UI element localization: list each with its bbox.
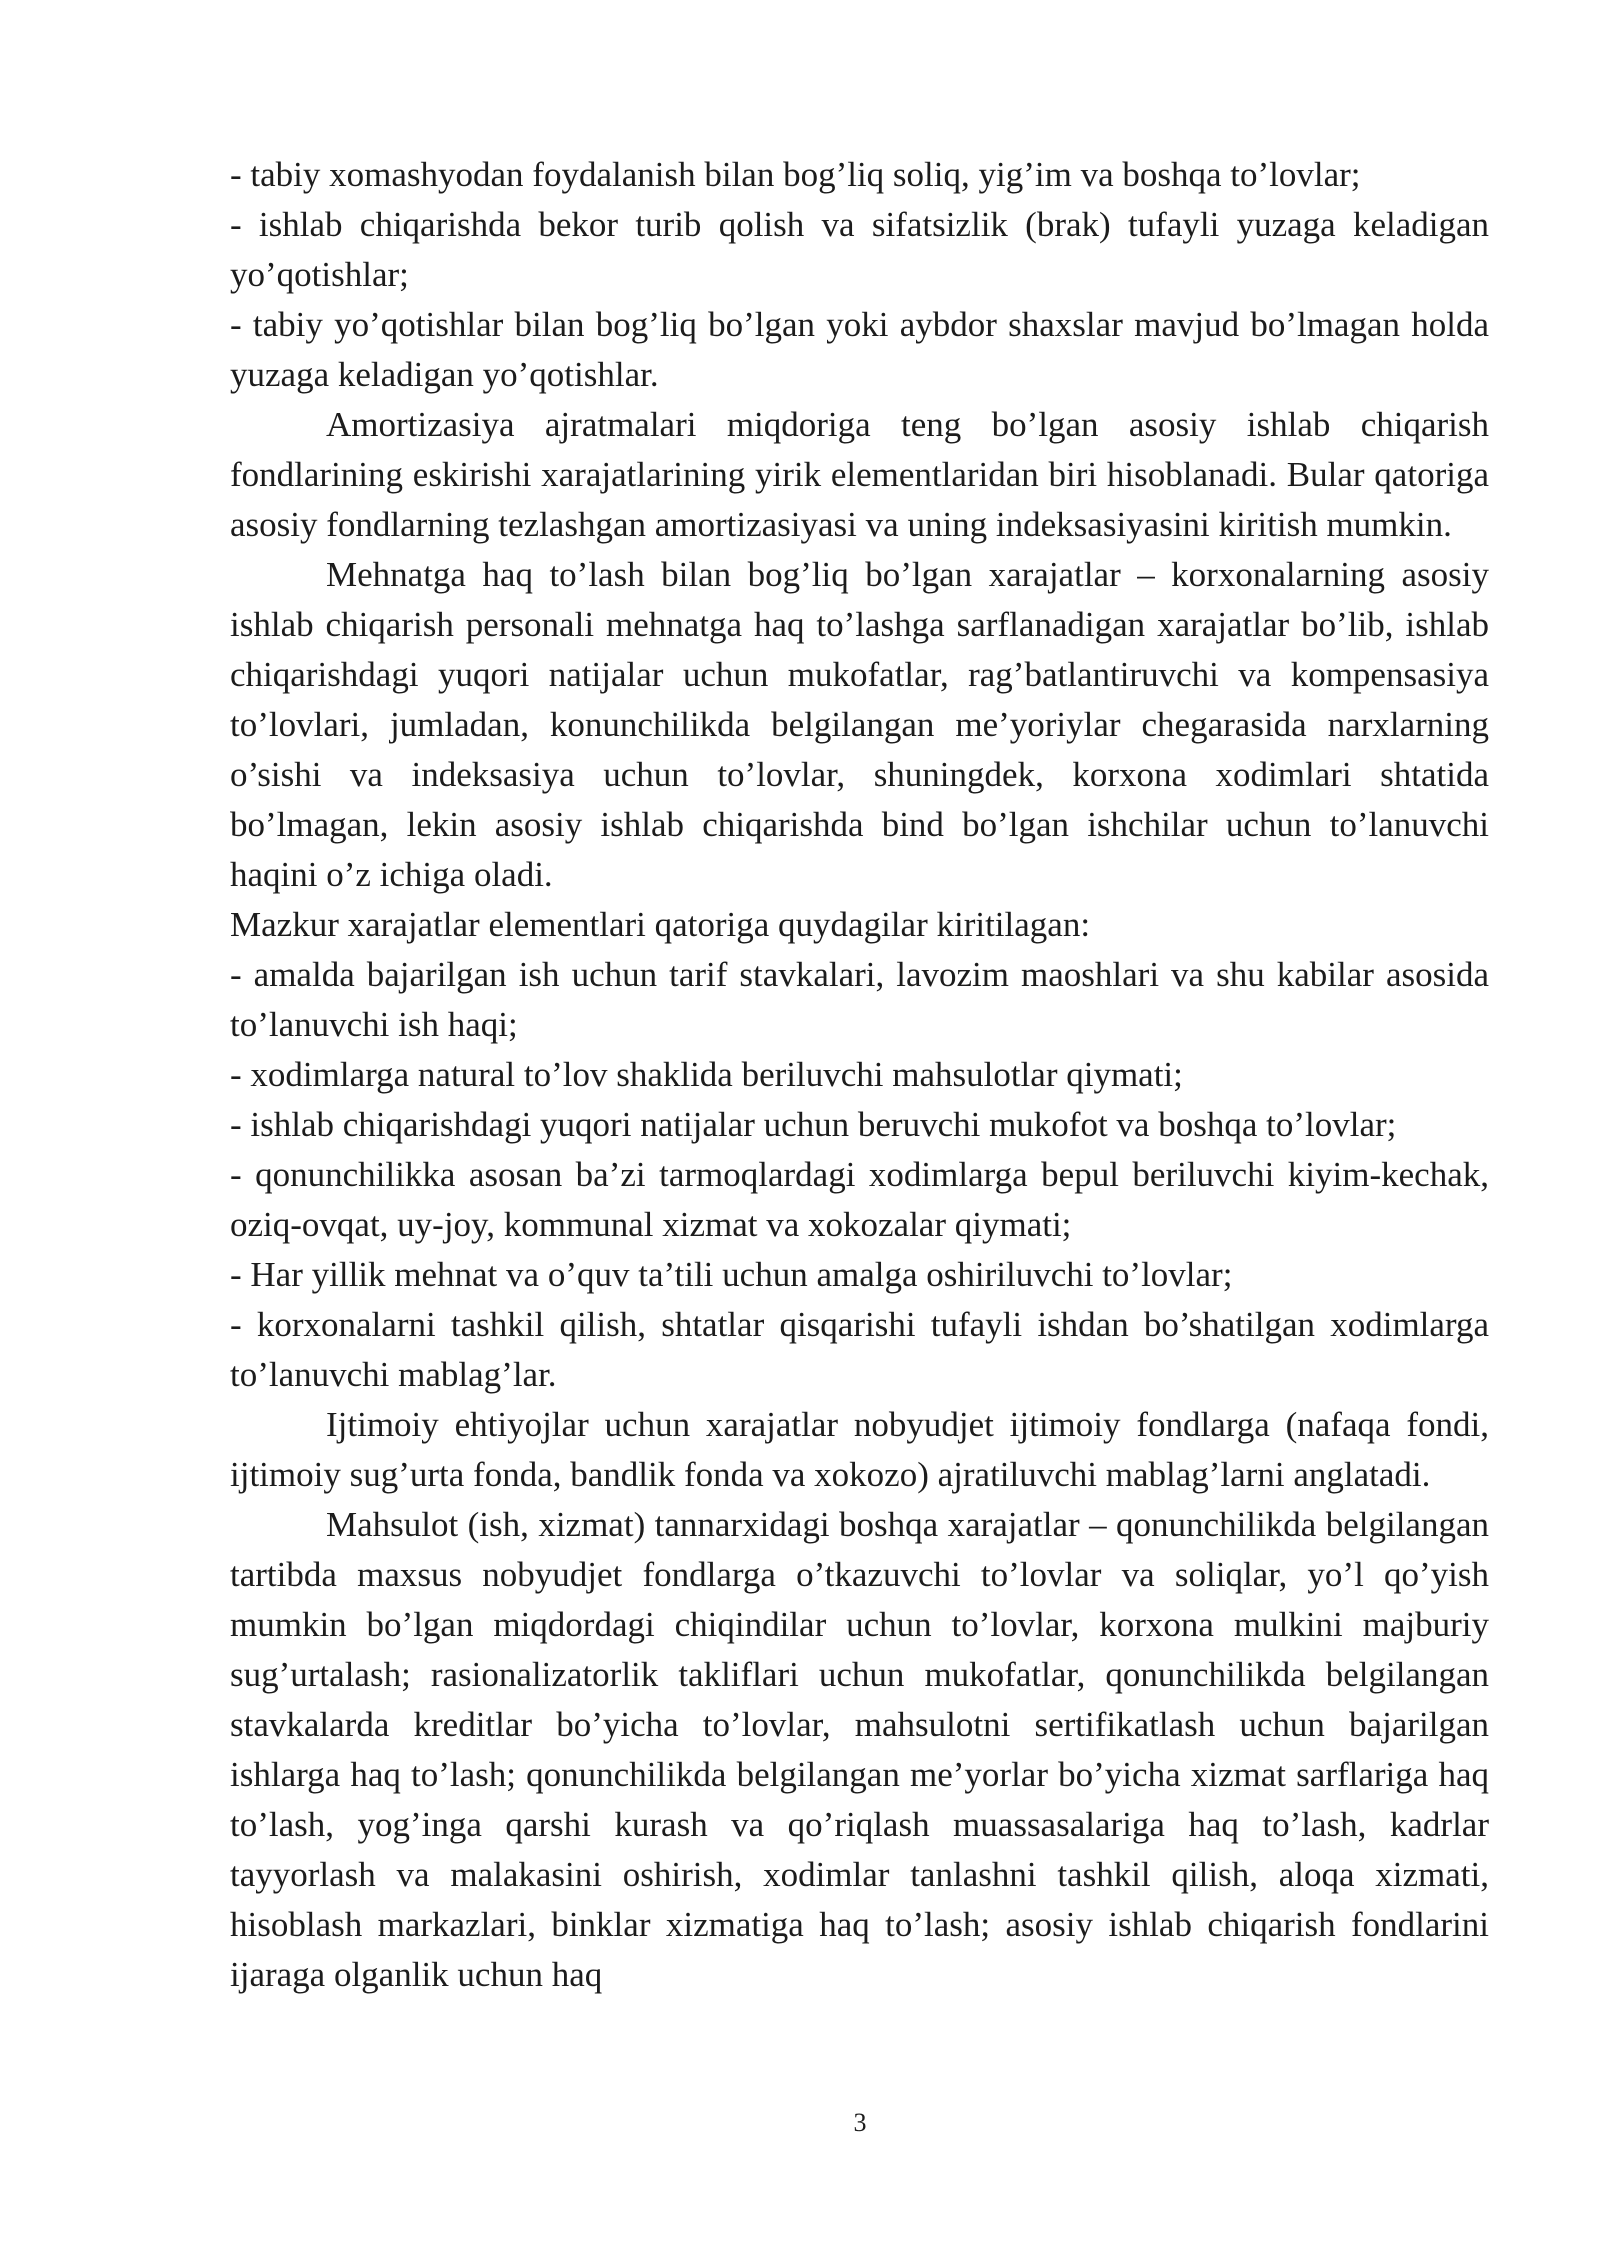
page-number: 3 <box>853 2108 867 2137</box>
paragraph: Amortizasiya ajratmalari miqdoriga teng bo’lgan asosiy ishlab chiqarish fondlarining eskirishi xarajatlarining yirik elementlaridan biri hisoblanadi. Bular qatoriga asosiy fondlarning tezlashgan amortizasiyasi va uning indeksasiyasini kiritish mumkin. <box>230 405 1489 544</box>
list-item: - xodimlarga natural to’lov shaklida beriluvchi mahsulotlar qiymati; <box>230 1055 1183 1094</box>
list-item: - tabiy xomashyodan foydalanish bilan bog’liq soliq, yig’im va boshqa to’lovlar; <box>230 155 1361 194</box>
list-item: - ishlab chiqarishdagi yuqori natijalar uchun beruvchi mukofot va boshqa to’lovlar; <box>230 1105 1397 1144</box>
paragraph: Mehnatga haq to’lash bilan bog’liq bo’lgan xarajatlar – korxonalarning asosiy ishlab chiqarish personali mehnatga haq to’lashga sarflanadigan xarajatlar bo’lib, ishlab chiqarishdagi yuqori natijalar uchun mukofatlar, rag’batlantiruvchi va kompensasiya to’lovlari, jumladan, konunchilikda belgilangan me’yoriylar chegarasida narxlarning o’sishi va indeksasiya uchun to’lovlar, shuningdek, korxona xodimlari shtatida bo’lmagan, lekin asosiy ishlab chiqarishda bind bo’lgan ishchilar uchun to’lanuvchi haqini o’z ichiga oladi. <box>230 555 1489 894</box>
document-body <box>230 150 1489 2000</box>
list-item: - tabiy yo’qotishlar bilan bog’liq bo’lgan yoki aybdor shaxslar mavjud bo’lmagan holda yuzaga keladigan yo’qotishlar. <box>230 305 1489 394</box>
paragraph: Ijtimoiy ehtiyojlar uchun xarajatlar nobyudjet ijtimoiy fondlarga (nafaqa fondi, ijtimoiy sug’urta fonda, bandlik fonda va xokozo) ajratiluvchi mablag’larni anglatadi. <box>230 1405 1489 1494</box>
list-item: - amalda bajarilgan ish uchun tarif stavkalari, lavozim maoshlari va shu kabilar asosida to’lanuvchi ish haqi; <box>230 955 1489 1044</box>
paragraph: Mahsulot (ish, xizmat) tannarxidagi boshqa xarajatlar – qonunchilikda belgilangan tartibda maxsus nobyudjet fondlarga o’tkazuvchi to’lovlar va soliqlar, yo’l qo’yish mumkin bo’lgan miqdordagi chiqindilar uchun to’lovlar, korxona mulkini majburiy sug’urtalash; rasionalizatorlik takliflari uchun mukofatlar, qonunchilikda belgilangan stavkalarda kreditlar bo’yicha to’lovlar, mahsulotni sertifikatlash uchun bajarilgan ishlarga haq to’lash; qonunchilikda belgilangan me’yorlar bo’yicha xizmat sarflariga haq to’lash, yog’inga qarshi kurash va qo’riqlash muassasalariga haq to’lash, kadrlar tayyorlash va malakasini oshirish, xodimlar tanlashni tashkil qilish, aloqa xizmati, hisoblash markazlari, binklar xizmatiga haq to’lash; asosiy ishlab chiqarish fondlarini ijaraga olganlik uchun haq <box>230 1505 1489 1994</box>
list-item: - korxonalarni tashkil qilish, shtatlar qisqarishi tufayli ishdan bo’shatilgan xodimlarga to’lanuvchi mablag’lar. <box>230 1305 1489 1394</box>
list-item: - Har yillik mehnat va o’quv ta’tili uchun amalga oshiriluvchi to’lovlar; <box>230 1255 1233 1294</box>
list-item: - ishlab chiqarishda bekor turib qolish va sifatsizlik (brak) tufayli yuzaga keladigan yo’qotishlar; <box>230 205 1489 294</box>
list-item: - qonunchilikka asosan ba’zi tarmoqlardagi xodimlarga bepul beriluvchi kiyim-kechak, oziq-ovqat, uy-joy, kommunal xizmat va xokozalar qiymati; <box>230 1155 1489 1244</box>
paragraph: Mazkur xarajatlar elementlari qatoriga quydagilar kiritilagan: <box>230 905 1091 944</box>
